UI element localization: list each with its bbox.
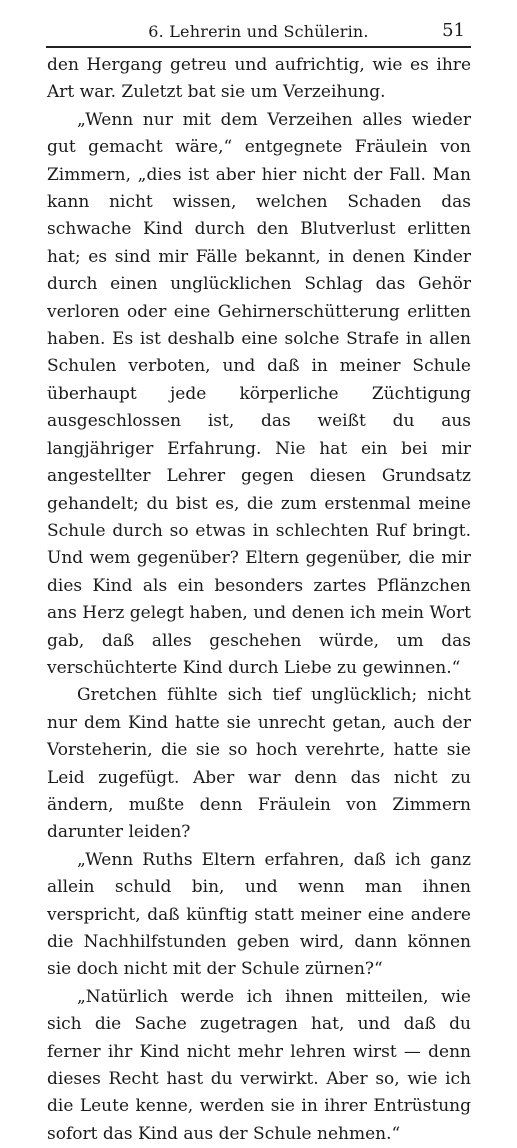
paragraph-4: „Wenn Ruths Eltern erfahren, daß ich ganz allein schuld bin, und wenn man ihnen verspricht, daß künftig statt meiner eine andere die Nachhilfstunden geben wird, dann können sie doch nicht mit der Schule zürnen?“ <box>47 849 471 980</box>
header-rule <box>46 46 471 48</box>
paragraph-1: den Hergang getreu und aufrichtig, wie es ihre Art war. Zuletzt bat sie um Verzeihung. <box>47 55 471 103</box>
running-header <box>0 14 517 48</box>
paragraph-3: Gretchen fühlte sich tief unglücklich; nicht nur dem Kind hatte sie unrecht getan, auch der Vorsteherin, die sie so hoch verehrte, hatte sie Leid zugefügt. Aber war denn das nicht zu ändern, mußte denn Fräulein von Zimmern darunter leiden? <box>47 685 471 843</box>
chapter-title: 6. Lehrerin und Schülerin. <box>148 22 369 41</box>
paragraph-5: „Natürlich werde ich ihnen mitteilen, wie sich die Sache zugetragen hat, und daß du ferner ihr Kind nicht mehr lehren wirst — denn dieses Recht hast du verwirkt. Aber so, wie ich die Leute kenne, werden sie in ihrer Entrüstung sofort das Kind aus der Schule nehmen.“ <box>47 986 471 1144</box>
page-number: 51 <box>442 20 465 41</box>
page-body <box>47 52 471 1148</box>
paragraph-2: „Wenn nur mit dem Verzeihen alles wieder gut gemacht wäre,“ entgegnete Fräulein von Zimmern, „dies ist aber hier nicht der Fall. Man kann nicht wissen, welchen Schaden das schwache Kind durch den Blutverlust erlitten hat; es sind mir Fälle bekannt, in denen Kinder durch einen unglücklichen Schlag das Gehör verloren oder eine Gehirnerschütterung erlitten haben. Es ist deshalb eine solche Strafe in allen Schulen verboten, und daß in meiner Schule überhaupt jede körperliche Züchtigung ausgeschlossen ist, das weißt du aus langjähriger Erfahrung. Nie hat ein bei mir angestellter Lehrer gegen diesen Grundsatz gehandelt; du bist es, die zum erstenmal meine Schule durch so etwas in schlechten Ruf bringt. Und wem gegenüber? Eltern gegenüber, die mir dies Kind als ein besonders zartes Pflänzchen ans Herz gelegt haben, und denen ich mein Wort gab, daß alles geschehen würde, um das verschüchterte Kind durch Liebe zu gewinnen.“ <box>47 109 471 678</box>
